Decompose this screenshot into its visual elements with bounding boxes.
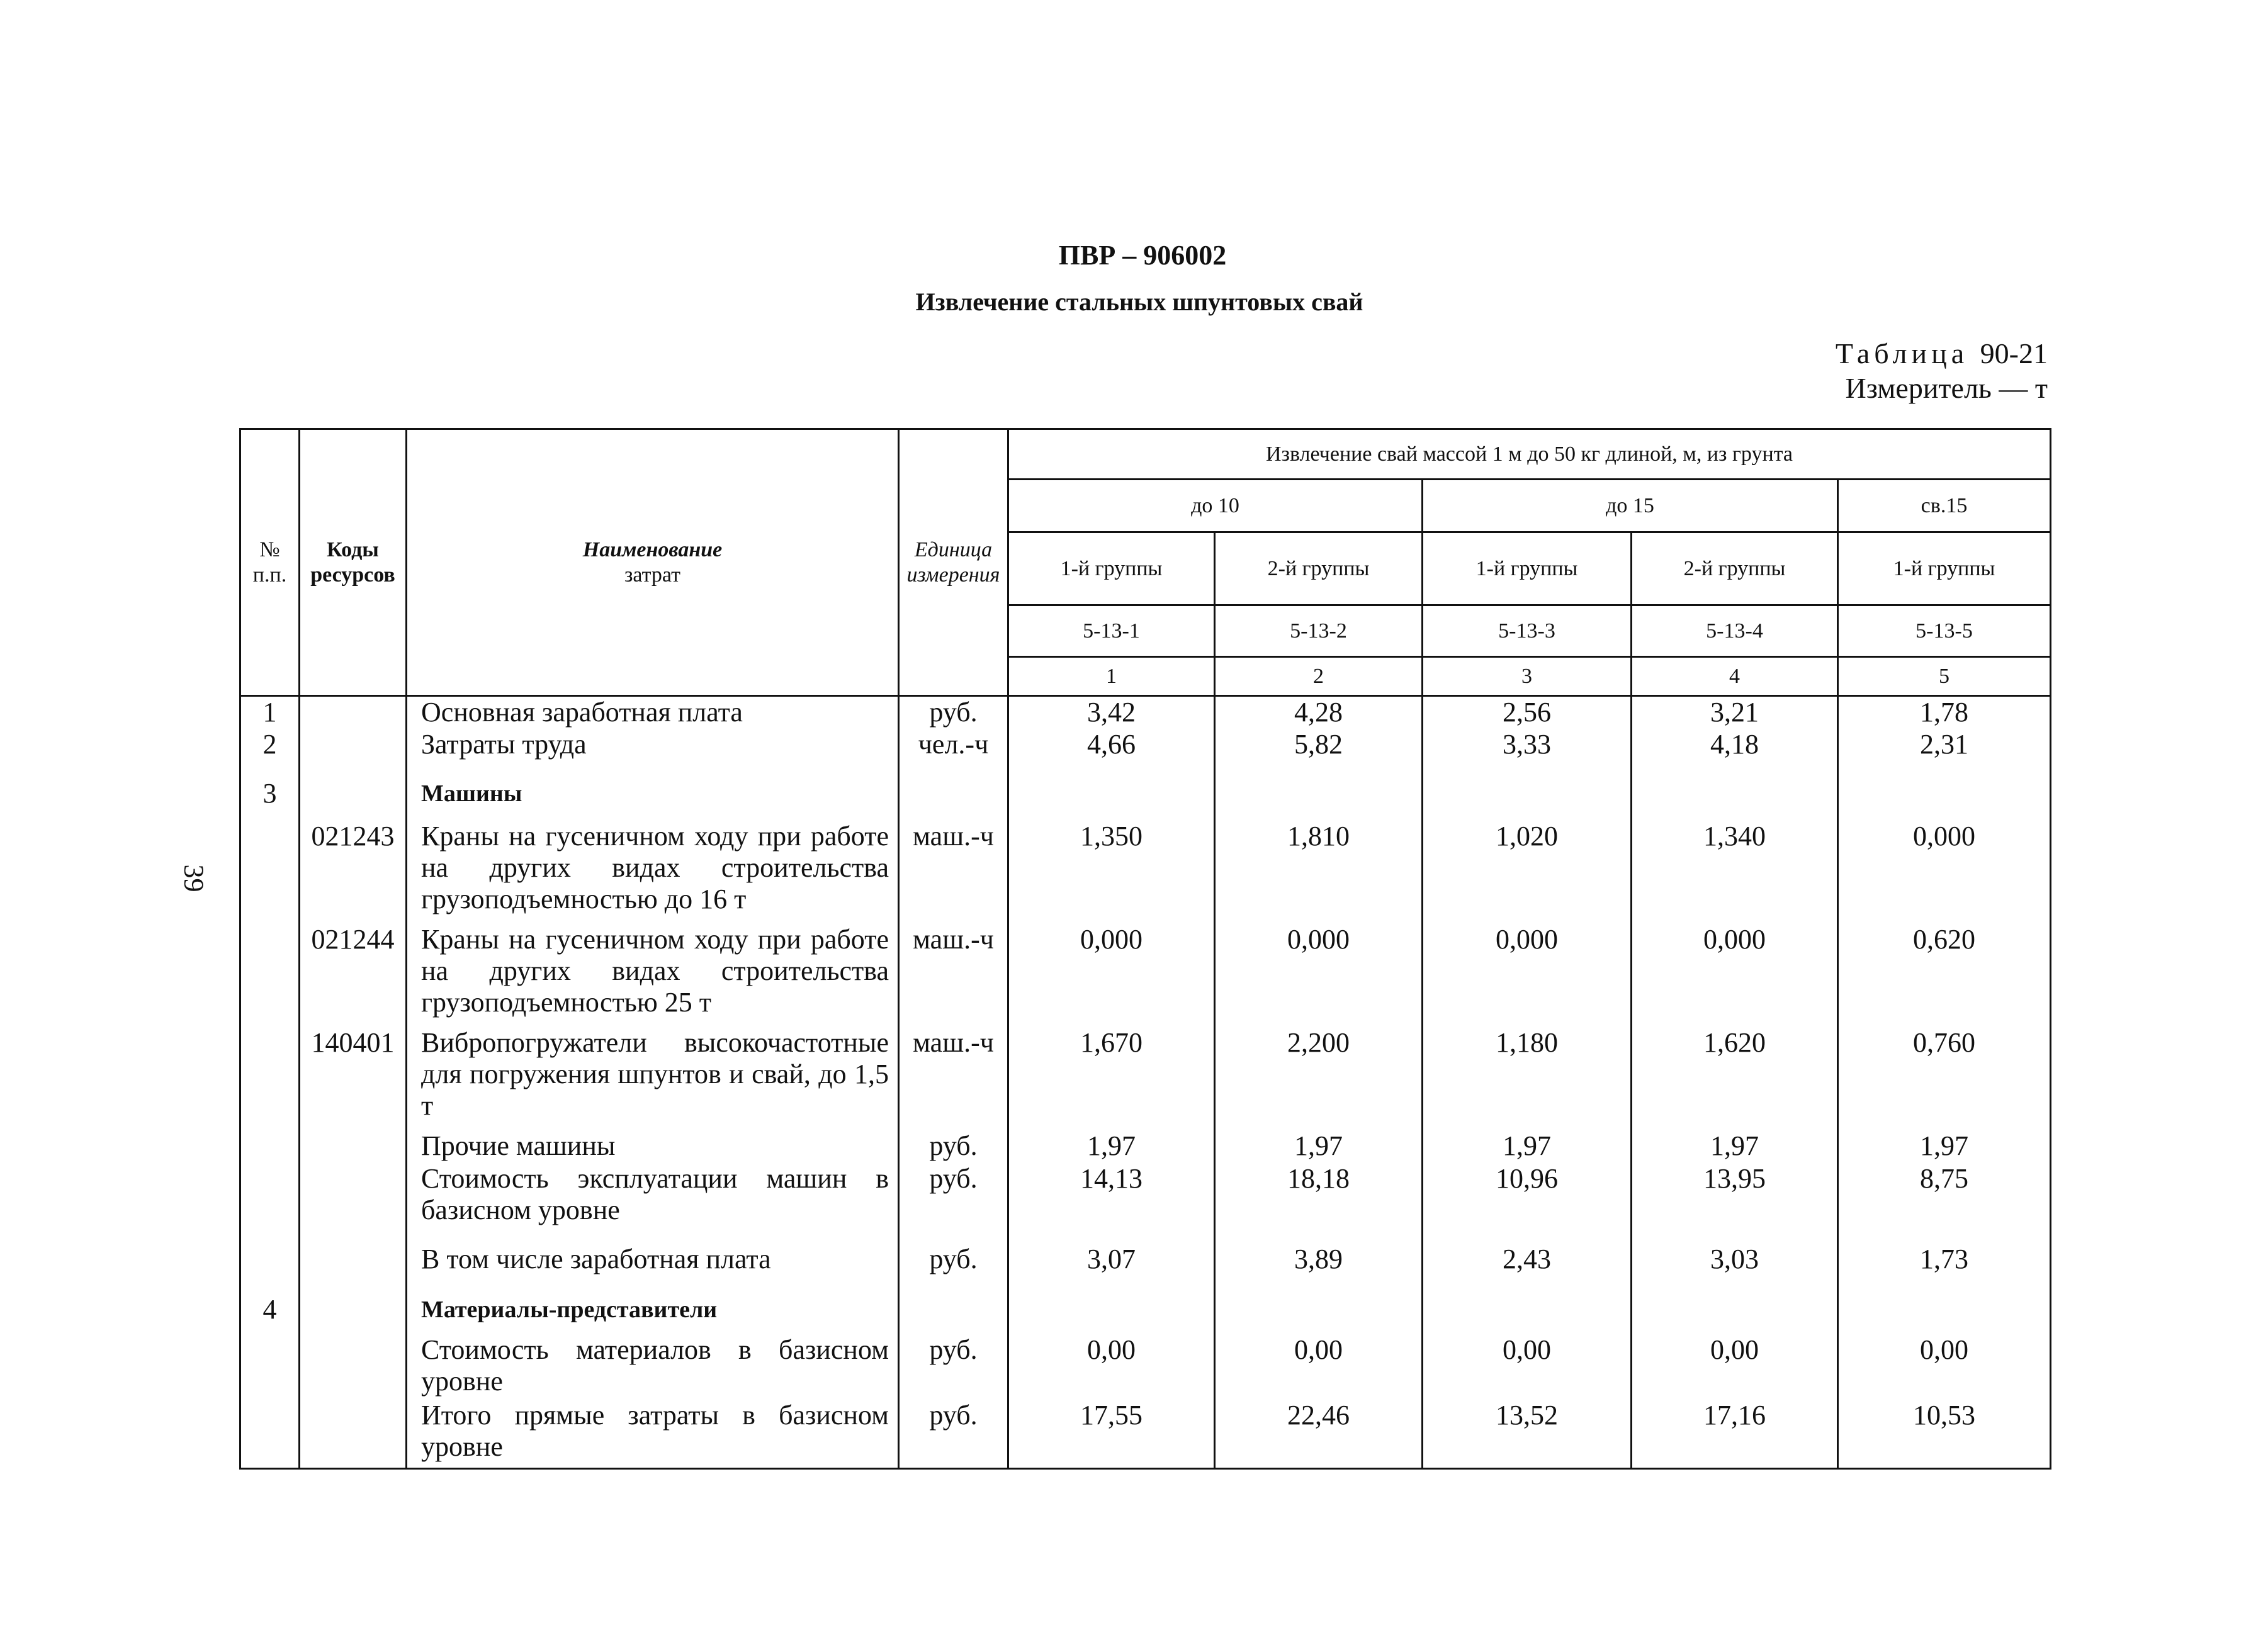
header-unit: Единица измерения — [899, 429, 1008, 696]
row-value — [1423, 778, 1632, 821]
row-value: 1,180 — [1423, 1027, 1632, 1130]
row-code — [300, 1130, 407, 1163]
row-unit: руб. — [899, 1130, 1008, 1163]
document-title: Извлечение стальных шпунтовых свай — [915, 288, 1363, 316]
row-value: 10,53 — [1838, 1400, 2051, 1469]
row-value: 1,73 — [1838, 1244, 2051, 1294]
row-value: 17,55 — [1008, 1400, 1215, 1469]
row-name: Машины — [407, 778, 899, 821]
row-value: 1,97 — [1632, 1130, 1838, 1163]
cost-table — [239, 428, 2051, 1470]
row-no — [240, 1244, 300, 1294]
row-value: 0,000 — [1838, 821, 2051, 924]
row-no: 1 — [240, 696, 300, 729]
table-row — [240, 1244, 2051, 1294]
header-norm-code: 5-13-4 — [1632, 605, 1838, 657]
row-code — [300, 696, 407, 729]
header-name-line2: затрат — [624, 563, 680, 587]
row-value: 0,00 — [1632, 1334, 1838, 1400]
header-codes: Коды ресурсов — [300, 429, 407, 696]
row-no — [240, 924, 300, 1027]
row-value: 17,16 — [1632, 1400, 1838, 1469]
document-code: ПВР – 906002 — [1058, 240, 1227, 271]
row-unit — [899, 1294, 1008, 1334]
row-no: 2 — [240, 729, 300, 778]
row-value: 4,66 — [1008, 729, 1215, 778]
header-col-num: 1 — [1008, 657, 1215, 696]
row-value: 3,89 — [1215, 1244, 1423, 1294]
row-value: 14,13 — [1008, 1163, 1215, 1244]
row-value: 1,97 — [1215, 1130, 1423, 1163]
row-value: 0,00 — [1008, 1334, 1215, 1400]
header-soil-group: 1-й группы — [1838, 532, 2051, 605]
row-value — [1008, 778, 1215, 821]
row-value: 3,33 — [1423, 729, 1632, 778]
row-code: 140401 — [300, 1027, 407, 1130]
row-no — [240, 821, 300, 924]
row-value: 2,200 — [1215, 1027, 1423, 1130]
row-code — [300, 1163, 407, 1244]
row-value: 4,28 — [1215, 696, 1423, 729]
header-soil-group: 2-й группы — [1632, 532, 1838, 605]
table-row — [240, 1400, 2051, 1469]
header-soil-group: 2-й группы — [1215, 532, 1423, 605]
table-row — [240, 1294, 2051, 1334]
row-unit: руб. — [899, 1163, 1008, 1244]
header-col-num: 3 — [1423, 657, 1632, 696]
table-row — [240, 729, 2051, 778]
row-code — [300, 778, 407, 821]
row-unit: чел.-ч — [899, 729, 1008, 778]
row-code — [300, 1244, 407, 1294]
row-name: Стоимость материалов в базисном уровне — [407, 1334, 899, 1400]
row-name: Материалы-представители — [407, 1294, 899, 1334]
row-value: 1,810 — [1215, 821, 1423, 924]
row-value — [1632, 1294, 1838, 1334]
row-code — [300, 1334, 407, 1400]
header-group-title: Извлечение свай массой 1 м до 50 кг длиной, м, из грунта — [1008, 429, 2051, 480]
header-name — [407, 429, 899, 696]
row-value: 0,00 — [1838, 1334, 2051, 1400]
table-row — [240, 778, 2051, 821]
header-length: до 10 — [1008, 480, 1423, 532]
measure-unit: Измеритель — т — [1845, 372, 2048, 404]
row-value: 2,31 — [1838, 729, 2051, 778]
row-unit: маш.-ч — [899, 821, 1008, 924]
row-value: 3,03 — [1632, 1244, 1838, 1294]
row-value: 4,18 — [1632, 729, 1838, 778]
table-row — [240, 821, 2051, 924]
row-value: 1,78 — [1838, 696, 2051, 729]
row-value: 1,350 — [1008, 821, 1215, 924]
row-no — [240, 1163, 300, 1244]
row-unit: руб. — [899, 696, 1008, 729]
header-soil-group: 1-й группы — [1008, 532, 1215, 605]
table-body — [240, 696, 2051, 1469]
row-value: 0,620 — [1838, 924, 2051, 1027]
row-name: Вибропогружатели высокочастотные для погружения шпунтов и свай, до 1,5 т — [407, 1027, 899, 1130]
row-value: 13,95 — [1632, 1163, 1838, 1244]
row-no: 4 — [240, 1294, 300, 1334]
row-value: 8,75 — [1838, 1163, 2051, 1244]
row-value — [1008, 1294, 1215, 1334]
row-name: Итого прямые затраты в базисном уровне — [407, 1400, 899, 1469]
row-name: Краны на гусеничном ходу при работе на других видах строительства грузоподъемностью 25 т — [407, 924, 899, 1027]
table-row — [240, 1130, 2051, 1163]
row-code — [300, 1400, 407, 1469]
row-unit: руб. — [899, 1334, 1008, 1400]
row-value — [1838, 1294, 2051, 1334]
header-col-num: 2 — [1215, 657, 1423, 696]
table-row — [240, 1027, 2051, 1130]
table-row — [240, 1163, 2051, 1244]
row-code — [300, 1294, 407, 1334]
row-no — [240, 1130, 300, 1163]
header-norm-code: 5-13-2 — [1215, 605, 1423, 657]
row-value: 0,00 — [1423, 1334, 1632, 1400]
header-col-num: 4 — [1632, 657, 1838, 696]
row-unit: руб. — [899, 1244, 1008, 1294]
row-value — [1215, 1294, 1423, 1334]
row-value: 5,82 — [1215, 729, 1423, 778]
row-value: 0,000 — [1215, 924, 1423, 1027]
table-row — [240, 696, 2051, 729]
row-no — [240, 1027, 300, 1130]
row-code: 021243 — [300, 821, 407, 924]
header-length: св.15 — [1838, 480, 2051, 532]
row-no — [240, 1334, 300, 1400]
row-code: 021244 — [300, 924, 407, 1027]
row-name: Основная заработная плата — [407, 696, 899, 729]
row-value: 1,670 — [1008, 1027, 1215, 1130]
row-code — [300, 729, 407, 778]
header-col-num: 5 — [1838, 657, 2051, 696]
header-norm-code: 5-13-3 — [1423, 605, 1632, 657]
row-value: 22,46 — [1215, 1400, 1423, 1469]
row-value: 0,000 — [1423, 924, 1632, 1027]
row-value: 1,340 — [1632, 821, 1838, 924]
row-no — [240, 1400, 300, 1469]
row-name: Прочие машины — [407, 1130, 899, 1163]
row-value: 0,00 — [1215, 1334, 1423, 1400]
header-soil-group: 1-й группы — [1423, 532, 1632, 605]
row-value: 1,020 — [1423, 821, 1632, 924]
row-value: 0,760 — [1838, 1027, 2051, 1130]
row-value — [1838, 778, 2051, 821]
row-value — [1215, 778, 1423, 821]
row-unit — [899, 778, 1008, 821]
row-unit: маш.-ч — [899, 924, 1008, 1027]
row-value: 0,000 — [1008, 924, 1215, 1027]
table-row — [240, 1334, 2051, 1400]
table-number-value: 90-21 — [1980, 337, 2048, 369]
row-value: 1,97 — [1423, 1130, 1632, 1163]
row-value: 3,21 — [1632, 696, 1838, 729]
header-no: № п.п. — [240, 429, 300, 696]
page-number: 39 — [178, 864, 210, 892]
row-value: 3,42 — [1008, 696, 1215, 729]
row-value: 1,620 — [1632, 1027, 1838, 1130]
row-value — [1423, 1294, 1632, 1334]
header-norm-code: 5-13-1 — [1008, 605, 1215, 657]
header-length: до 15 — [1423, 480, 1838, 532]
row-unit: руб. — [899, 1400, 1008, 1469]
row-name: Краны на гусеничном ходу при работе на других видах строительства грузоподъемностью до 16 т — [407, 821, 899, 924]
row-value: 2,43 — [1423, 1244, 1632, 1294]
row-no: 3 — [240, 778, 300, 821]
table-label: Таблица — [1835, 337, 1969, 369]
header-name-line1: Наименование — [582, 537, 723, 561]
row-value: 13,52 — [1423, 1400, 1632, 1469]
row-value — [1632, 778, 1838, 821]
header-norm-code: 5-13-5 — [1838, 605, 2051, 657]
row-value: 0,000 — [1632, 924, 1838, 1027]
row-value: 1,97 — [1008, 1130, 1215, 1163]
row-name: Затраты труда — [407, 729, 899, 778]
table-number — [1836, 337, 2048, 370]
row-value: 18,18 — [1215, 1163, 1423, 1244]
table-row — [240, 924, 2051, 1027]
row-value: 3,07 — [1008, 1244, 1215, 1294]
row-unit: маш.-ч — [899, 1027, 1008, 1130]
row-value: 1,97 — [1838, 1130, 2051, 1163]
row-name: Стоимость эксплуатации машин в базисном уровне — [407, 1163, 899, 1244]
row-value: 2,56 — [1423, 696, 1632, 729]
row-name: В том числе заработная плата — [407, 1244, 899, 1294]
row-value: 10,96 — [1423, 1163, 1632, 1244]
